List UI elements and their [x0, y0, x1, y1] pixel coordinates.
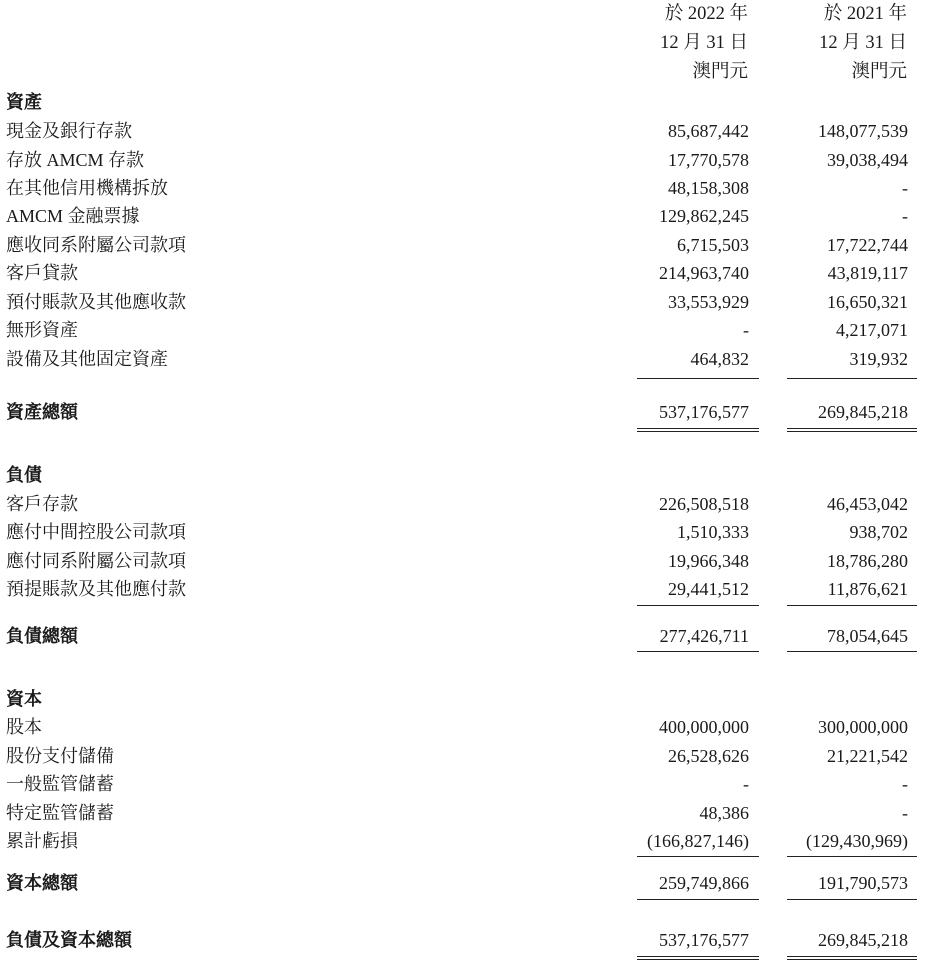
table-row [0, 547, 927, 575]
value-2021: 148,077,539 [818, 121, 908, 141]
column-date: 12 月 31 日 [819, 33, 907, 53]
table-row [0, 202, 927, 230]
value-2022: 29,441,512 [668, 579, 749, 599]
value-2021: - [902, 803, 908, 823]
value-2022: 129,862,245 [659, 206, 749, 226]
column-year: 於 2021 年 [823, 4, 907, 24]
value-2022: 537,176,577 [659, 402, 749, 422]
underline [637, 899, 759, 900]
table-row [0, 174, 927, 202]
value-2021: 938,702 [849, 522, 908, 542]
value-2022: 6,715,503 [677, 235, 749, 255]
row-label: 資本 [6, 689, 42, 709]
value-2021: 269,845,218 [818, 930, 908, 950]
row-label: 在其他信用機構拆放 [6, 178, 168, 198]
underline [787, 605, 917, 606]
section-heading [0, 88, 927, 116]
value-2022: 19,966,348 [668, 551, 749, 571]
row-label: 應付中間控股公司款項 [6, 522, 186, 542]
row-label: 資產總額 [6, 402, 78, 422]
value-2022: 48,158,308 [668, 178, 749, 198]
value-2022: 259,749,866 [659, 873, 749, 893]
double-underline [787, 428, 917, 432]
table-row [0, 827, 927, 855]
row-label: 資產 [6, 92, 42, 112]
total-row [0, 622, 927, 650]
table-row [0, 799, 927, 827]
value-2021: 21,221,542 [827, 746, 908, 766]
table-row [0, 490, 927, 518]
value-2022: 464,832 [690, 349, 749, 369]
table-row [0, 575, 927, 603]
value-2021: 43,819,117 [827, 263, 908, 283]
double-underline [637, 956, 759, 960]
table-row [0, 146, 927, 174]
value-2022: 26,528,626 [668, 746, 749, 766]
value-2022: (166,827,146) [647, 831, 749, 851]
underline [637, 605, 759, 606]
table-row [0, 742, 927, 770]
value-2021: 46,453,042 [827, 494, 908, 514]
row-label: 客戶貸款 [6, 263, 78, 283]
row-label: 負債及資本總額 [6, 930, 132, 950]
row-label: 累計虧損 [6, 831, 78, 851]
value-2021: - [902, 206, 908, 226]
section-heading [0, 461, 927, 489]
value-2022: 33,553,929 [668, 292, 749, 312]
column-unit: 澳門元 [851, 62, 907, 82]
underline [787, 856, 917, 857]
table-row [0, 713, 927, 741]
value-2022: - [743, 774, 749, 794]
value-2021: 300,000,000 [818, 717, 908, 737]
row-label: 現金及銀行存款 [6, 121, 132, 141]
value-2022: 226,508,518 [659, 494, 749, 514]
underline [787, 899, 917, 900]
section-heading [0, 685, 927, 713]
value-2022: 400,000,000 [659, 717, 749, 737]
value-2022: 17,770,578 [668, 150, 749, 170]
value-2021: 39,038,494 [827, 150, 908, 170]
column-unit: 澳門元 [692, 62, 748, 82]
row-label: 應收同系附屬公司款項 [6, 235, 186, 255]
row-label: 無形資產 [6, 320, 78, 340]
row-label: 客戶存款 [6, 494, 78, 514]
row-label: 預提賬款及其他應付款 [6, 579, 186, 599]
underline [637, 651, 759, 652]
table-row [0, 117, 927, 145]
underline [637, 378, 759, 379]
value-2022: 214,963,740 [659, 263, 749, 283]
underline [787, 651, 917, 652]
row-label: 負債 [6, 465, 42, 485]
underline [637, 856, 759, 857]
total-row [0, 398, 927, 426]
value-2021: - [902, 774, 908, 794]
value-2021: - [902, 178, 908, 198]
row-label: AMCM 金融票據 [6, 206, 140, 226]
value-2021: 16,650,321 [827, 292, 908, 312]
value-2022: 277,426,711 [659, 626, 749, 646]
value-2021: 17,722,744 [827, 235, 908, 255]
value-2021: (129,430,969) [806, 831, 908, 851]
value-2022: 48,386 [699, 803, 749, 823]
table-row [0, 259, 927, 287]
value-2021: 191,790,573 [818, 873, 908, 893]
value-2021: 269,845,218 [818, 402, 908, 422]
value-2022: - [743, 320, 749, 340]
underline [787, 378, 917, 379]
total-row [0, 926, 927, 954]
value-2021: 78,054,645 [827, 626, 908, 646]
double-underline [637, 428, 759, 432]
row-label: 應付同系附屬公司款項 [6, 551, 186, 571]
table-row [0, 231, 927, 259]
table-row [0, 770, 927, 798]
table-row [0, 288, 927, 316]
row-label: 設備及其他固定資產 [6, 349, 168, 369]
row-label: 一般監管儲蓄 [6, 774, 114, 794]
row-label: 股本 [6, 717, 42, 737]
row-label: 股份支付儲備 [6, 746, 114, 766]
value-2021: 18,786,280 [827, 551, 908, 571]
total-row [0, 869, 927, 897]
column-year: 於 2022 年 [664, 4, 748, 24]
table-row [0, 316, 927, 344]
value-2022: 1,510,333 [677, 522, 749, 542]
row-label: 預付賬款及其他應收款 [6, 292, 186, 312]
value-2022: 85,687,442 [668, 121, 749, 141]
row-label: 存放 AMCM 存款 [6, 150, 145, 170]
table-row [0, 518, 927, 546]
row-label: 負債總額 [6, 626, 78, 646]
value-2021: 319,932 [849, 349, 908, 369]
column-date: 12 月 31 日 [660, 33, 748, 53]
row-label: 特定監管儲蓄 [6, 803, 114, 823]
value-2022: 537,176,577 [659, 930, 749, 950]
value-2021: 4,217,071 [836, 320, 908, 340]
table-row [0, 345, 927, 373]
row-label: 資本總額 [6, 873, 78, 893]
double-underline [787, 956, 917, 960]
value-2021: 11,876,621 [827, 579, 908, 599]
